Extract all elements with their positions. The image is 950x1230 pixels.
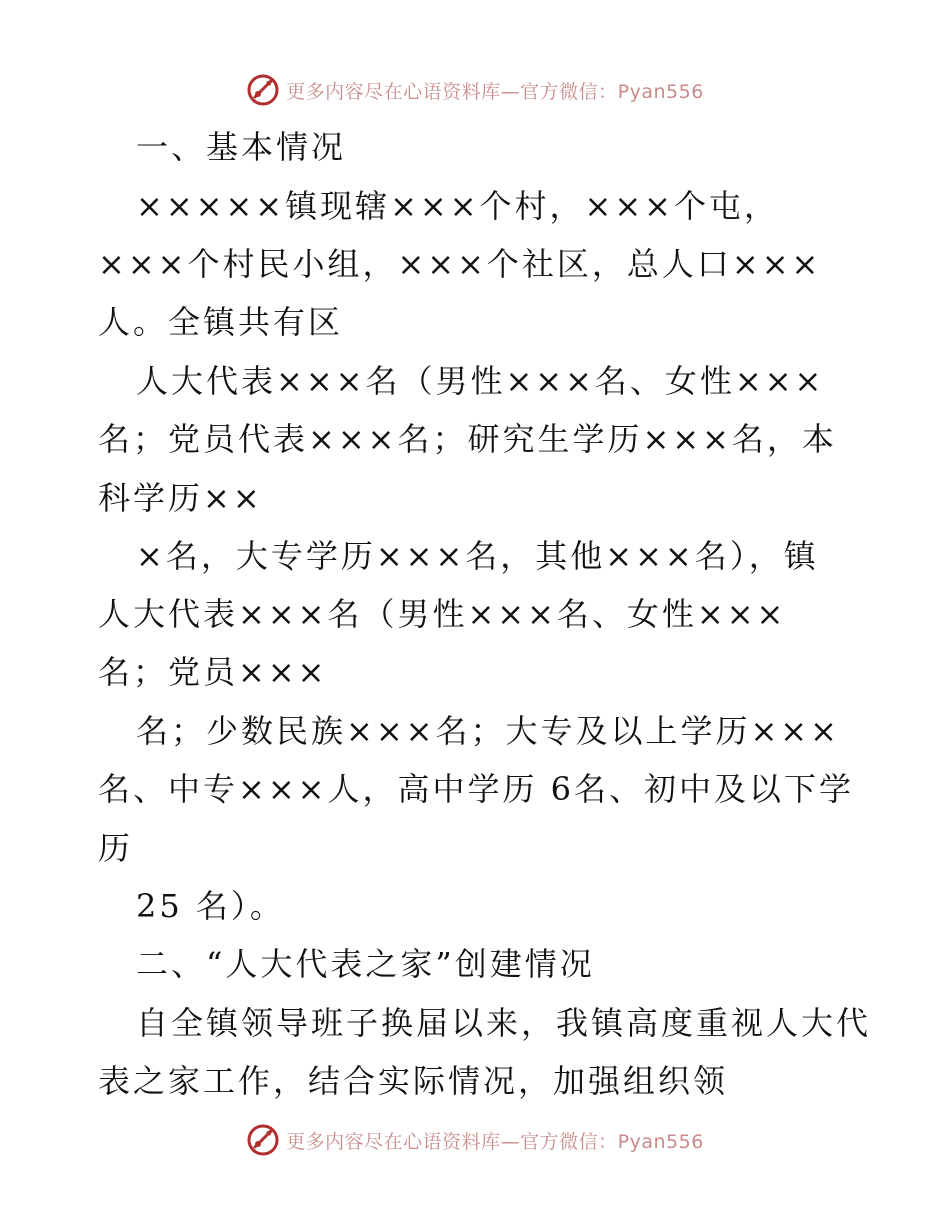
section-heading-2: 二、“人大代表之家”创建情况 — [136, 945, 595, 983]
paragraph-line: 名；党员代表×××名；研究生学历×××名，本 — [98, 420, 837, 458]
paragraph-line: 名、中专×××人，高中学历 6名、初中及以下学 — [98, 770, 854, 808]
paragraph-line: 名；少数民族×××名；大专及以上学历××× — [136, 712, 840, 750]
paragraph-line: 人大代表×××名（男性×××名、女性××× — [136, 362, 825, 400]
paragraph-line: 25 名）。 — [136, 887, 285, 925]
watermark-text: 更多内容尽在心语资料库—官方微信：Pyan556 — [286, 1130, 704, 1153]
paragraph-line: ×××××镇现辖×××个村，×××个屯， — [136, 187, 779, 225]
section-heading-1: 一、基本情况 — [136, 128, 347, 166]
paragraph-line: 自全镇领导班子换届以来，我镇高度重视人大代 — [136, 1004, 872, 1042]
paragraph-line: 科学历×× — [98, 479, 263, 517]
paragraph-line: ×××个村民小组，×××个社区，总人口××× — [98, 245, 822, 283]
paragraph-line: 表之家工作，结合实际情况，加强组织领 — [98, 1062, 729, 1100]
seal-logo-icon — [246, 1123, 280, 1157]
paragraph-line: 历 — [98, 829, 134, 867]
watermark-text: 更多内容尽在心语资料库—官方微信：Pyan556 — [286, 80, 704, 103]
paragraph-line: 人。全镇共有区 — [98, 303, 344, 341]
seal-logo-icon — [246, 73, 280, 107]
paragraph-line: ×名，大专学历×××名，其他×××名），镇 — [136, 537, 819, 575]
paragraph-line: 人大代表×××名（男性×××名、女性××× — [98, 595, 787, 633]
header-watermark — [0, 70, 950, 110]
paragraph-line: 名；党员××× — [98, 653, 328, 691]
footer-watermark — [0, 1120, 950, 1160]
